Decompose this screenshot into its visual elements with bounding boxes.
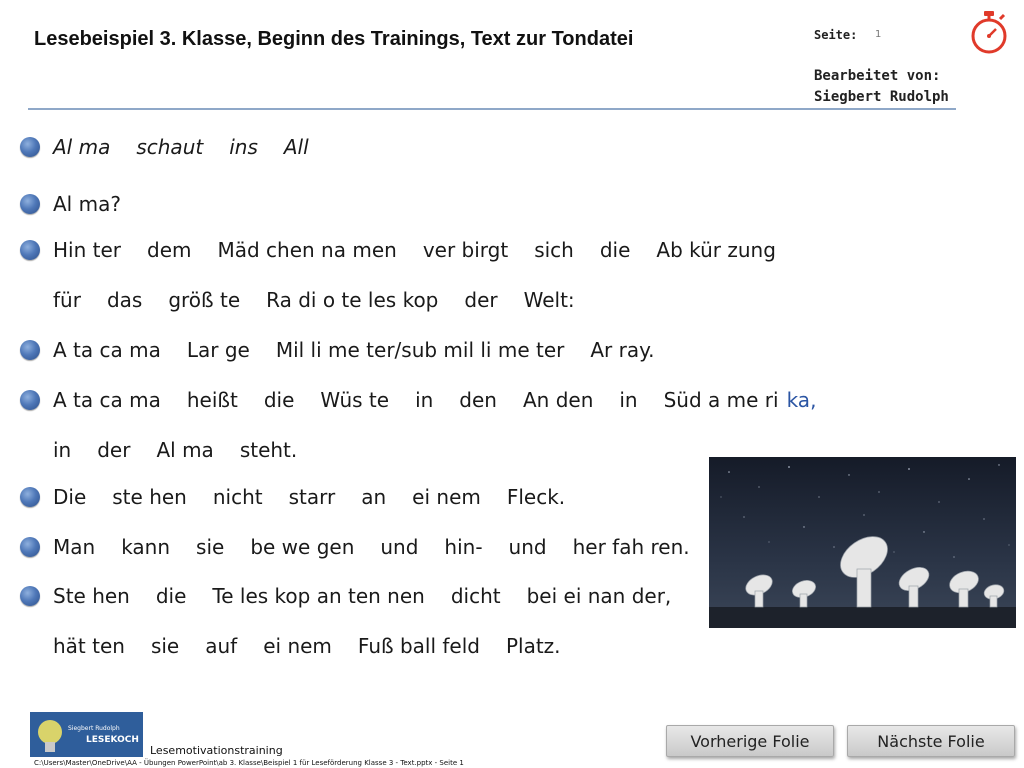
text-word: für bbox=[53, 288, 81, 312]
bullet-icon bbox=[20, 487, 40, 507]
text-word: hät ten bbox=[53, 634, 125, 658]
text-word: Ra di o te les kop bbox=[266, 288, 439, 312]
text-word: A ta ca ma bbox=[53, 388, 161, 412]
text-line bbox=[53, 388, 842, 412]
previous-slide-button[interactable]: Vorherige Folie bbox=[666, 725, 834, 757]
text-line bbox=[53, 238, 802, 262]
text-word: Hin ter bbox=[53, 238, 121, 262]
text-line bbox=[53, 438, 323, 462]
text-word: Fleck. bbox=[506, 485, 566, 509]
text-word: ver birgt bbox=[422, 238, 509, 262]
text-word: Al ma? bbox=[53, 192, 121, 216]
text-word: bei ei nan der, bbox=[526, 584, 672, 608]
text-word: Mäd chen na men bbox=[217, 238, 397, 262]
text-word: ei nem bbox=[263, 634, 332, 658]
text-word: und bbox=[380, 535, 419, 559]
text-line bbox=[53, 634, 587, 658]
text-line bbox=[53, 485, 591, 509]
text-word: an bbox=[361, 485, 387, 509]
text-word: sich bbox=[534, 238, 574, 262]
bullet-icon bbox=[20, 537, 40, 557]
text-word: heißt bbox=[186, 388, 238, 412]
text-word: in bbox=[619, 388, 638, 412]
text-word: Al ma bbox=[53, 135, 111, 159]
text-word: Lar ge bbox=[186, 338, 250, 362]
text-word: Welt: bbox=[523, 288, 575, 312]
text-word: den bbox=[459, 388, 497, 412]
text-word: dicht bbox=[450, 584, 501, 608]
text-word: Mil li me ter/sub mil li me ter bbox=[275, 338, 565, 362]
telescope-photo bbox=[709, 457, 1016, 628]
author-name: Siegbert Rudolph bbox=[814, 89, 949, 105]
text-word: A ta ca ma bbox=[53, 338, 161, 362]
page-title: Lesebeispiel 3. Klasse, Beginn des Trainings, Text zur Tondatei bbox=[34, 28, 634, 50]
text-word: ins bbox=[229, 135, 258, 159]
logo-graphic bbox=[30, 712, 143, 757]
header-divider bbox=[28, 108, 956, 110]
text-line bbox=[53, 192, 147, 216]
text-word: die bbox=[263, 388, 295, 412]
edited-by-label: Bearbeitet von: bbox=[814, 68, 941, 84]
bullet-icon bbox=[20, 194, 40, 214]
text-word: in bbox=[53, 438, 72, 462]
text-word: und bbox=[508, 535, 547, 559]
lesekoch-logo bbox=[30, 712, 143, 757]
logo-text-name: Siegbert Rudolph bbox=[68, 725, 120, 732]
text-word: starr bbox=[288, 485, 336, 509]
text-word: All bbox=[283, 135, 309, 159]
text-word: der bbox=[97, 438, 131, 462]
text-word: in bbox=[415, 388, 434, 412]
page-label: Seite: bbox=[814, 28, 858, 42]
bullet-icon bbox=[20, 137, 40, 157]
text-word: dem bbox=[147, 238, 192, 262]
stopwatch-icon bbox=[969, 10, 1009, 54]
text-word: An den bbox=[522, 388, 594, 412]
text-word: steht. bbox=[239, 438, 298, 462]
text-word: sie bbox=[150, 634, 180, 658]
text-word: hin- bbox=[444, 535, 483, 559]
text-line bbox=[53, 535, 716, 559]
text-word: Man bbox=[53, 535, 96, 559]
text-word: sie bbox=[196, 535, 225, 559]
bullet-icon bbox=[20, 240, 40, 260]
text-word: auf bbox=[205, 634, 238, 658]
edited-by-block bbox=[814, 66, 949, 108]
text-word: Platz. bbox=[505, 634, 561, 658]
text-word: ka, bbox=[786, 388, 817, 412]
text-word: Ste hen bbox=[53, 584, 130, 608]
next-slide-button[interactable]: Nächste Folie bbox=[847, 725, 1015, 757]
text-word: Ar ray. bbox=[590, 338, 655, 362]
text-word: Te les kop an ten nen bbox=[212, 584, 425, 608]
footer-label: Lesemotivationstraining bbox=[150, 744, 283, 757]
text-word: ste hen bbox=[112, 485, 187, 509]
text-word: Süd a me ri bbox=[663, 388, 779, 412]
text-line bbox=[53, 135, 335, 159]
text-word: be we gen bbox=[250, 535, 355, 559]
text-word: der bbox=[464, 288, 498, 312]
text-word: Die bbox=[53, 485, 87, 509]
text-line bbox=[53, 584, 697, 608]
text-word: Wüs te bbox=[320, 388, 390, 412]
text-word: größ te bbox=[168, 288, 241, 312]
text-word: schaut bbox=[136, 135, 204, 159]
text-word: Fuß ball feld bbox=[357, 634, 480, 658]
text-word: her fah ren. bbox=[572, 535, 690, 559]
logo-text-brand: LESEKOCH bbox=[86, 735, 139, 745]
text-word: kann bbox=[121, 535, 171, 559]
file-path: C:\Users\Master\OneDrive\AA - Übungen PowerPoint\ab 3. Klasse\Beispiel 1 für Leseförderung Klasse 3 - Text.pptx - Seite 1 bbox=[34, 759, 464, 767]
text-word: die bbox=[155, 584, 187, 608]
text-word: ei nem bbox=[412, 485, 481, 509]
text-line bbox=[53, 338, 680, 362]
bullet-icon bbox=[20, 586, 40, 606]
text-line bbox=[53, 288, 601, 312]
text-word: Al ma bbox=[156, 438, 214, 462]
text-word: Ab kür zung bbox=[656, 238, 776, 262]
bullet-icon bbox=[20, 390, 40, 410]
bullet-icon bbox=[20, 340, 40, 360]
text-word: das bbox=[106, 288, 143, 312]
text-word: die bbox=[599, 238, 631, 262]
page-number: 1 bbox=[875, 29, 882, 40]
text-word: nicht bbox=[212, 485, 263, 509]
